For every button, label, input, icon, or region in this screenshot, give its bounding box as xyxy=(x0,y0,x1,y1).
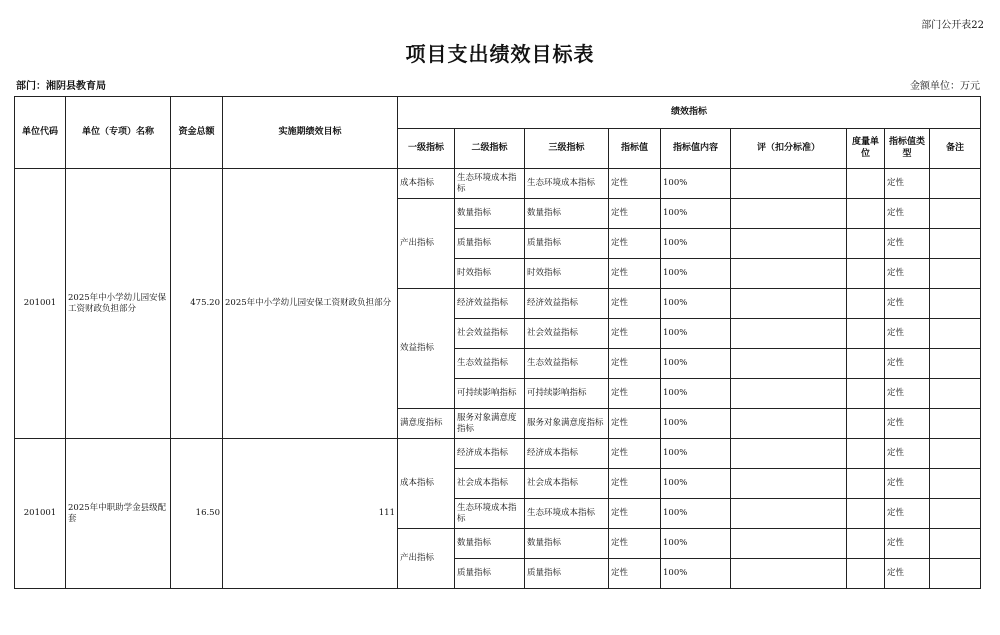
header-level3: 三级指标 xyxy=(525,129,609,169)
measure-unit-cell xyxy=(847,439,885,469)
evaluation-cell xyxy=(731,289,847,319)
level3-indicator-cell: 质量指标 xyxy=(525,559,609,589)
value-type-cell: 定性 xyxy=(885,529,930,559)
page-title: 项目支出绩效目标表 xyxy=(405,42,595,66)
level1-indicator-cell: 成本指标 xyxy=(398,169,455,199)
department-label: 部门：湘阴县教育局 xyxy=(16,81,106,92)
value-content-cell: 100% xyxy=(661,499,731,529)
unit-code-cell: 201001 xyxy=(15,169,66,439)
measure-unit-cell xyxy=(847,199,885,229)
amount-cell: 475.20 xyxy=(171,169,223,439)
remarks-cell xyxy=(930,169,981,199)
level1-indicator-cell: 效益指标 xyxy=(398,289,455,409)
value-content-cell: 100% xyxy=(661,469,731,499)
header-performance-indicators: 绩效指标 xyxy=(398,97,981,129)
value-type-cell: 定性 xyxy=(885,439,930,469)
remarks-cell xyxy=(930,559,981,589)
evaluation-cell xyxy=(731,469,847,499)
level1-indicator-cell: 成本指标 xyxy=(398,439,455,529)
indicator-value-cell: 定性 xyxy=(609,259,661,289)
value-content-cell: 100% xyxy=(661,349,731,379)
value-content-cell: 100% xyxy=(661,169,731,199)
indicator-value-cell: 定性 xyxy=(609,289,661,319)
value-content-cell: 100% xyxy=(661,259,731,289)
header-remarks: 备注 xyxy=(930,129,981,169)
level3-indicator-cell: 生态效益指标 xyxy=(525,349,609,379)
value-type-cell: 定性 xyxy=(885,229,930,259)
level2-indicator-cell: 数量指标 xyxy=(455,529,525,559)
level2-indicator-cell: 生态环境成本指标 xyxy=(455,499,525,529)
measure-unit-cell xyxy=(847,229,885,259)
measure-unit-cell xyxy=(847,559,885,589)
indicator-value-cell: 定性 xyxy=(609,439,661,469)
value-type-cell: 定性 xyxy=(885,319,930,349)
level2-indicator-cell: 时效指标 xyxy=(455,259,525,289)
remarks-cell xyxy=(930,229,981,259)
indicator-value-cell: 定性 xyxy=(609,529,661,559)
evaluation-cell xyxy=(731,529,847,559)
level1-indicator-cell: 产出指标 xyxy=(398,199,455,289)
value-type-cell: 定性 xyxy=(885,379,930,409)
level3-indicator-cell: 服务对象满意度指标 xyxy=(525,409,609,439)
measure-unit-cell xyxy=(847,409,885,439)
value-content-cell: 100% xyxy=(661,289,731,319)
unit-name-cell: 2025年中职助学金县级配套 xyxy=(66,439,171,589)
measure-unit-cell xyxy=(847,319,885,349)
indicator-value-cell: 定性 xyxy=(609,379,661,409)
remarks-cell xyxy=(930,199,981,229)
remarks-cell xyxy=(930,349,981,379)
evaluation-cell xyxy=(731,229,847,259)
evaluation-cell xyxy=(731,259,847,289)
evaluation-cell xyxy=(731,169,847,199)
goal-cell: 2025年中小学幼儿园安保工资财政负担部分 xyxy=(223,169,398,439)
level2-indicator-cell: 质量指标 xyxy=(455,229,525,259)
level3-indicator-cell: 可持续影响指标 xyxy=(525,379,609,409)
header-goal: 实施期绩效目标 xyxy=(223,97,398,169)
value-type-cell: 定性 xyxy=(885,499,930,529)
value-type-cell: 定性 xyxy=(885,289,930,319)
evaluation-cell xyxy=(731,409,847,439)
level2-indicator-cell: 经济成本指标 xyxy=(455,439,525,469)
value-type-cell: 定性 xyxy=(885,469,930,499)
value-type-cell: 定性 xyxy=(885,349,930,379)
level3-indicator-cell: 生态环境成本指标 xyxy=(525,499,609,529)
evaluation-cell xyxy=(731,499,847,529)
evaluation-cell xyxy=(731,559,847,589)
level1-indicator-cell: 满意度指标 xyxy=(398,409,455,439)
remarks-cell xyxy=(930,289,981,319)
indicator-value-cell: 定性 xyxy=(609,499,661,529)
evaluation-cell xyxy=(731,199,847,229)
level3-indicator-cell: 数量指标 xyxy=(525,199,609,229)
level3-indicator-cell: 生态环境成本指标 xyxy=(525,169,609,199)
value-content-cell: 100% xyxy=(661,229,731,259)
value-content-cell: 100% xyxy=(661,319,731,349)
value-content-cell: 100% xyxy=(661,439,731,469)
remarks-cell xyxy=(930,499,981,529)
value-type-cell: 定性 xyxy=(885,409,930,439)
remarks-cell xyxy=(930,409,981,439)
indicator-value-cell: 定性 xyxy=(609,409,661,439)
form-number: 部门公开表22 xyxy=(921,20,984,31)
header-evaluation: 评（扣分标准） xyxy=(731,129,847,169)
level3-indicator-cell: 社会成本指标 xyxy=(525,469,609,499)
level3-indicator-cell: 经济效益指标 xyxy=(525,289,609,319)
value-type-cell: 定性 xyxy=(885,199,930,229)
level3-indicator-cell: 社会效益指标 xyxy=(525,319,609,349)
table-row xyxy=(15,169,981,199)
measure-unit-cell xyxy=(847,289,885,319)
indicator-value-cell: 定性 xyxy=(609,199,661,229)
indicator-value-cell: 定性 xyxy=(609,229,661,259)
remarks-cell xyxy=(930,259,981,289)
evaluation-cell xyxy=(731,319,847,349)
evaluation-cell xyxy=(731,439,847,469)
header-value-type: 指标值类型 xyxy=(885,129,930,169)
value-content-cell: 100% xyxy=(661,559,731,589)
unit-code-cell: 201001 xyxy=(15,439,66,589)
remarks-cell xyxy=(930,379,981,409)
indicator-value-cell: 定性 xyxy=(609,559,661,589)
unit-name-cell: 2025年中小学幼儿园安保工资财政负担部分 xyxy=(66,169,171,439)
remarks-cell xyxy=(930,529,981,559)
indicator-value-cell: 定性 xyxy=(609,469,661,499)
measure-unit-cell xyxy=(847,499,885,529)
goal-cell: 111 xyxy=(223,439,398,589)
value-content-cell: 100% xyxy=(661,529,731,559)
amount-cell: 16.50 xyxy=(171,439,223,589)
header-unit-code: 单位代码 xyxy=(15,97,66,169)
indicator-value-cell: 定性 xyxy=(609,169,661,199)
evaluation-cell xyxy=(731,379,847,409)
header-unit-name: 单位（专项）名称 xyxy=(66,97,171,169)
level2-indicator-cell: 生态环境成本指标 xyxy=(455,169,525,199)
value-content-cell: 100% xyxy=(661,199,731,229)
level3-indicator-cell: 质量指标 xyxy=(525,229,609,259)
level2-indicator-cell: 社会成本指标 xyxy=(455,469,525,499)
remarks-cell xyxy=(930,439,981,469)
level3-indicator-cell: 数量指标 xyxy=(525,529,609,559)
value-content-cell: 100% xyxy=(661,409,731,439)
value-type-cell: 定性 xyxy=(885,169,930,199)
level2-indicator-cell: 生态效益指标 xyxy=(455,349,525,379)
level3-indicator-cell: 时效指标 xyxy=(525,259,609,289)
remarks-cell xyxy=(930,319,981,349)
value-content-cell: 100% xyxy=(661,379,731,409)
level2-indicator-cell: 数量指标 xyxy=(455,199,525,229)
indicator-value-cell: 定性 xyxy=(609,349,661,379)
measure-unit-cell xyxy=(847,349,885,379)
header-level2: 二级指标 xyxy=(455,129,525,169)
evaluation-cell xyxy=(731,349,847,379)
header-total-funds: 资金总额 xyxy=(171,97,223,169)
level2-indicator-cell: 服务对象满意度指标 xyxy=(455,409,525,439)
header-value: 指标值 xyxy=(609,129,661,169)
value-type-cell: 定性 xyxy=(885,559,930,589)
level2-indicator-cell: 可持续影响指标 xyxy=(455,379,525,409)
level2-indicator-cell: 质量指标 xyxy=(455,559,525,589)
measure-unit-cell xyxy=(847,169,885,199)
header-measure-unit: 度量单位 xyxy=(847,129,885,169)
measure-unit-cell xyxy=(847,469,885,499)
level2-indicator-cell: 经济效益指标 xyxy=(455,289,525,319)
measure-unit-cell xyxy=(847,529,885,559)
table-row xyxy=(15,439,981,469)
amount-unit-label: 金额单位：万元 xyxy=(910,81,980,92)
measure-unit-cell xyxy=(847,379,885,409)
indicator-value-cell: 定性 xyxy=(609,319,661,349)
value-type-cell: 定性 xyxy=(885,259,930,289)
level2-indicator-cell: 社会效益指标 xyxy=(455,319,525,349)
measure-unit-cell xyxy=(847,259,885,289)
level3-indicator-cell: 经济成本指标 xyxy=(525,439,609,469)
header-value-content: 指标值内容 xyxy=(661,129,731,169)
level1-indicator-cell: 产出指标 xyxy=(398,529,455,589)
header-level1: 一级指标 xyxy=(398,129,455,169)
remarks-cell xyxy=(930,469,981,499)
performance-goal-table xyxy=(14,96,981,589)
